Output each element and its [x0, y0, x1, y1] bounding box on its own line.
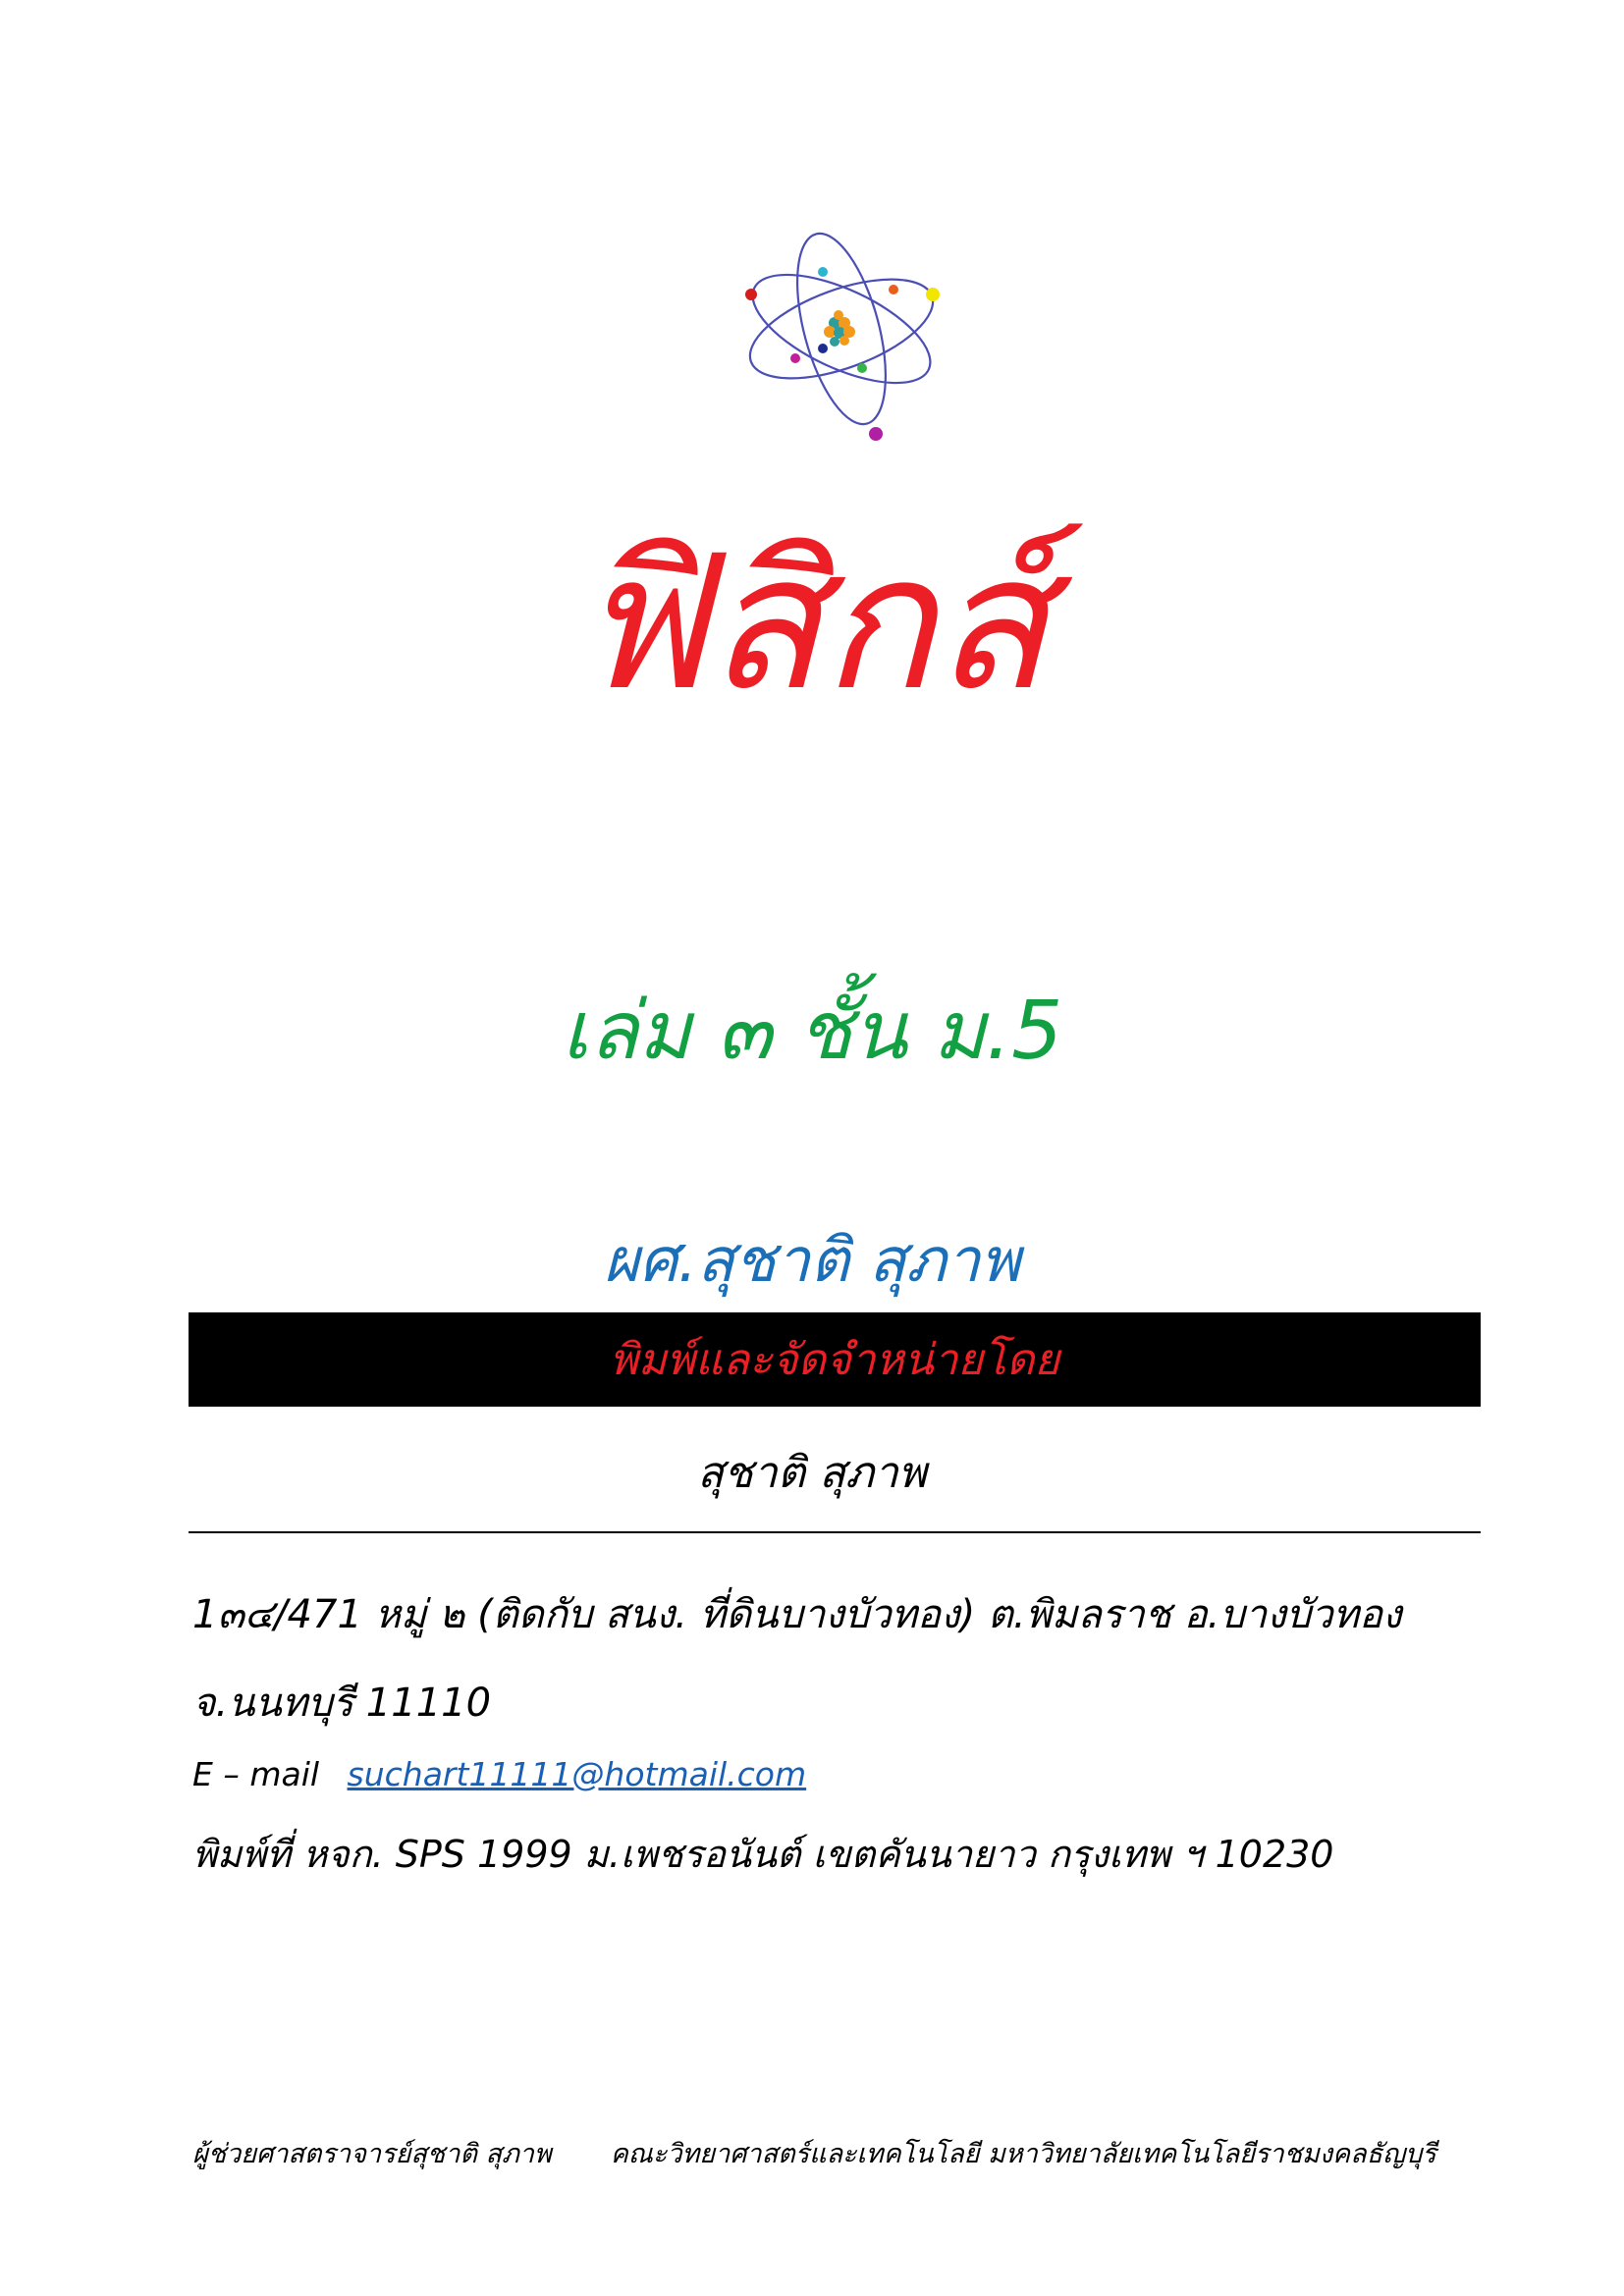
- publisher-band: [189, 1312, 1481, 1407]
- email-label: E – mail: [192, 1755, 320, 1793]
- volume-subtitle: เล่ม ๓ ชั้น ม.5: [561, 985, 1063, 1078]
- address-line-2: จ.นนทบุรี 11110: [192, 1681, 492, 1726]
- atom-icon: [736, 221, 947, 442]
- publisher-name: สุชาติ สุภาพ: [697, 1448, 927, 1498]
- printer-line: พิมพ์ที่ หจก. SPS 1999 ม.เพชรอนันต์ เขตคันนายาว กรุงเทพ ฯ 10230: [192, 1833, 1334, 1876]
- footer-author: ผู้ช่วยศาสตราจารย์สุชาติ สุภาพ: [192, 2139, 552, 2169]
- address-line-1: 1๓๔/471 หมู่ ๒ (ติดกับ สนง. ที่ดินบางบัวทอง) ต.พิมลราช อ.บางบัวทอง: [192, 1592, 1402, 1637]
- footer: [192, 2132, 1489, 2174]
- band-text: พิมพ์และจัดจำหน่ายโดย: [609, 1335, 1060, 1385]
- author-name: ผศ.สุชาติ สุภาพ: [603, 1224, 1021, 1296]
- email-line: [192, 1755, 1489, 1793]
- divider: [189, 1531, 1481, 1533]
- footer-institution: คณะวิทยาศาสตร์และเทคโนโลยี มหาวิทยาลัยเทคโนโลยีราชมงคลธัญบุรี: [610, 2139, 1436, 2169]
- book-title: ฟิสิกส์: [575, 514, 1049, 731]
- email-link[interactable]: suchart11111@hotmail.com: [347, 1755, 807, 1793]
